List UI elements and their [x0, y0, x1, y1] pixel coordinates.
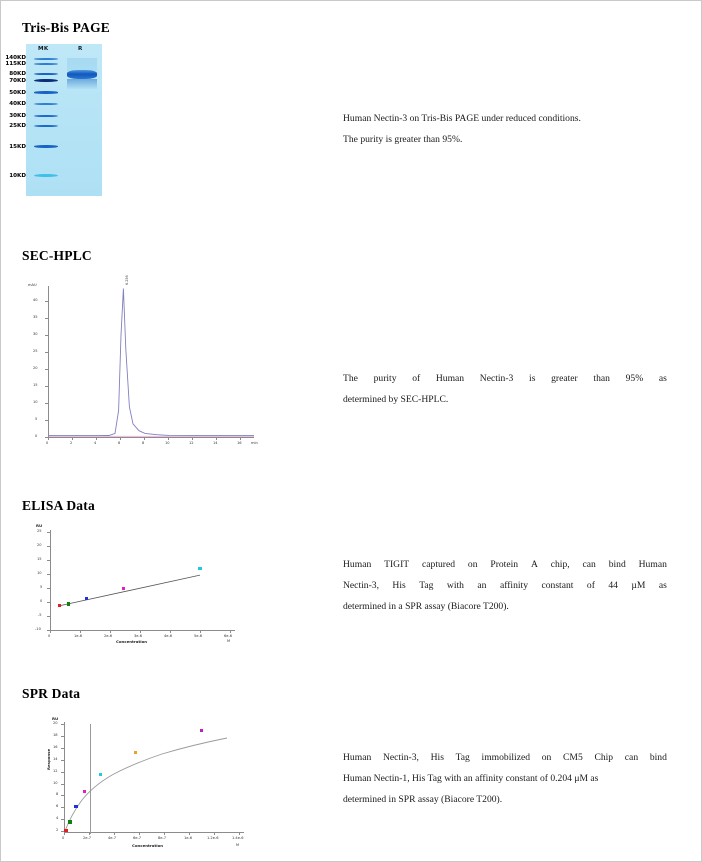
sec-y-ticklabel: 40 [33, 298, 38, 302]
spr-data-point [64, 829, 67, 832]
sec-x-ticklabel: 4 [94, 441, 97, 445]
gel-band-80kd [34, 73, 58, 76]
spr-y-ticklabel: 18 [53, 732, 58, 737]
section-title-sec-hplc: SEC-HPLC [22, 248, 92, 263]
elisa-data-point [67, 602, 70, 605]
description-line: determined in a SPR assay (Biacore T200). [343, 601, 509, 612]
description-line: Human TIGIT captured on Protein A chip, can bind Human [343, 559, 667, 570]
elisa-x-ticklabel: 1e-6 [74, 634, 83, 638]
gel-band-40kd [34, 103, 58, 105]
elisa-x-ticklabel: 5e-6 [194, 634, 203, 638]
sec-x-ticklabel: 10 [165, 441, 170, 445]
section-tris-bis-page [22, 20, 110, 36]
spr-y-ticklabel: 10 [53, 780, 58, 785]
spr-x-ticklabel: 0 [62, 836, 65, 840]
description-line: determined in SPR assay (Biacore T200). [343, 794, 503, 805]
spr-y-ticklabel: 14 [53, 756, 58, 761]
sec-y-ticklabel: 15 [33, 383, 38, 387]
gel-marker-label-40kd: 40KD [9, 101, 26, 107]
elisa-y-ticklabel: -5 [38, 613, 42, 617]
elisa-y-axis-title: RU [36, 523, 43, 528]
spr-x-axis-title: Concentration [132, 843, 164, 848]
spr-fit-curve [22, 712, 252, 857]
spr-x-ticklabel: 1.2e-6 [207, 836, 219, 840]
elisa-y-ticklabel: 20 [37, 543, 42, 547]
sec-y-ticklabel: 30 [33, 332, 38, 336]
spr-y-axis-title: Response [46, 748, 51, 770]
spr-data-point [83, 790, 86, 793]
elisa-y-ticklabel: 0 [40, 599, 43, 603]
elisa-x-ticklabel: 3e-6 [134, 634, 143, 638]
gel-marker-label-50kd: 50KD [9, 89, 26, 96]
elisa-data-point [198, 567, 201, 570]
gel-band-70kd [34, 79, 58, 83]
sec-x-ticklabel: 8 [142, 441, 145, 445]
gel-band-30kd [34, 115, 58, 117]
gel-marker-label-10kd: 10KD [9, 172, 26, 179]
gel-marker-label-30kd: 30KD [9, 113, 26, 119]
elisa-y-ticklabel: 5 [40, 585, 43, 589]
spr-x-ticklabel: 4e-7 [108, 836, 117, 840]
elisa-data-point [58, 604, 61, 607]
elisa-fit-line [22, 520, 242, 645]
section-elisa-data [22, 498, 95, 514]
gel-band-50kd [34, 91, 58, 94]
gel-marker-label-140kd: 140KD [5, 54, 26, 61]
description-line: Human Nectin-3 on Tris-Bis PAGE under reduced conditions. [343, 113, 581, 124]
sec-x-ticklabel: 6 [118, 441, 121, 445]
gel-marker-label-80kd: 80KD [9, 70, 26, 77]
gel-marker-label-115kd: 115KD [5, 60, 26, 67]
gel-marker-label-25kd: 25KD [9, 123, 26, 129]
sec-hplc-chart [22, 275, 258, 445]
sec-x-ticklabel: 2 [70, 441, 73, 445]
spr-x-ticklabel: 1e-6 [184, 836, 193, 840]
sec-x-ticklabel: 0 [46, 441, 49, 445]
gel-marker-label-70kd: 70KD [9, 78, 26, 84]
elisa-y-ticklabel: 25 [37, 529, 42, 533]
gel-lane-label-mk: MK [38, 46, 49, 52]
elisa-y-ticklabel: 15 [37, 557, 42, 561]
spr-y-ticklabel: 12 [53, 768, 58, 773]
spr-data-point [99, 773, 102, 776]
elisa-y-ticklabel: -10 [35, 627, 41, 631]
sec-y-axis-unit: mAU [28, 283, 37, 287]
elisa-data-point [85, 597, 88, 600]
sec-chromatogram-trace [22, 282, 258, 444]
section-title-tris-bis-page: Tris-Bis PAGE [22, 20, 110, 35]
spr-y-ticklabel: 16 [53, 744, 58, 749]
description-line: Human Nectin-3, His Tag immobilized on CM5 Chip can bind [343, 752, 667, 763]
spr-y-ticklabel: 20 [53, 721, 58, 725]
elisa-x-ticklabel: 4e-6 [164, 634, 173, 638]
spr-data-point [200, 729, 203, 732]
gel-band-25kd [34, 125, 58, 127]
spr-y-ticklabel: 2 [56, 828, 59, 833]
description-line: The purity is greater than 95%. [343, 134, 463, 145]
sec-x-axis-unit: min [251, 441, 258, 445]
description-elisa-data [343, 554, 667, 617]
elisa-x-ticklabel: 2e-6 [104, 634, 113, 638]
spr-y-ticklabel: 6 [56, 804, 59, 809]
elisa-y-ticklabel: 10 [37, 571, 42, 575]
sec-y-ticklabel: 35 [33, 315, 38, 319]
spr-x-axis-unit: M [236, 843, 240, 847]
sec-x-ticklabel: 12 [189, 441, 194, 445]
sec-y-ticklabel: 20 [33, 366, 38, 370]
sec-y-ticklabel: 0 [35, 434, 38, 438]
section-sec-hplc [22, 248, 92, 264]
spr-y-ticklabel: 8 [56, 792, 59, 797]
description-line: Nectin-3, His Tag with an affinity constant of 44 µM as [343, 580, 667, 591]
sec-x-ticklabel: 14 [213, 441, 218, 445]
gel-band-140kd [34, 58, 58, 60]
gel-lane-label-r: R [78, 46, 83, 52]
elisa-x-ticklabel: 6e-6 [224, 634, 233, 638]
spr-data-point [68, 820, 71, 823]
elisa-x-axis-unit: M [227, 639, 231, 643]
description-spr-data [343, 747, 667, 810]
description-line: Human Nectin-1, His Tag with an affinity constant of 0.204 μM as [343, 773, 599, 784]
section-spr-data [22, 686, 80, 702]
description-sec-hplc [343, 368, 667, 410]
gel-sample-band-main [67, 70, 97, 79]
elisa-chart [22, 520, 242, 645]
gel-marker-label-15kd: 15KD [9, 143, 26, 150]
sec-x-ticklabel: 16 [237, 441, 242, 445]
spr-y-axis-unit: RU [52, 716, 59, 721]
spr-x-ticklabel: 2e-7 [83, 836, 92, 840]
description-line: The purity of Human Nectin-3 is greater than 95% as [343, 373, 667, 384]
sec-y-ticklabel: 10 [33, 400, 38, 404]
sec-y-ticklabel: 25 [33, 349, 38, 353]
gel-band-10kd [34, 174, 58, 177]
sec-peak-annotation: 6.256 [125, 275, 129, 285]
spr-x-ticklabel: 8e-7 [158, 836, 167, 840]
gel-sample-smear-bottom [67, 79, 97, 89]
description-tris-bis-page [343, 108, 667, 150]
spr-x-ticklabel: 6e-7 [133, 836, 142, 840]
sds-page-gel-figure [26, 44, 102, 196]
gel-band-115kd [34, 63, 58, 65]
spr-data-point [74, 805, 77, 808]
sec-y-ticklabel: 5 [35, 417, 38, 421]
spr-chart [22, 712, 252, 857]
spr-data-point [134, 751, 137, 754]
elisa-x-axis-title: Concentration [116, 639, 148, 644]
section-title-spr-data: SPR Data [22, 686, 81, 701]
elisa-data-point [122, 587, 125, 590]
gel-band-15kd [34, 145, 58, 148]
spr-x-ticklabel: 1.4e-6 [232, 836, 244, 840]
section-title-elisa-data: ELISA Data [22, 498, 95, 513]
elisa-x-ticklabel: 0 [48, 634, 51, 638]
spr-y-ticklabel: 4 [56, 816, 59, 821]
description-line: determined by SEC-HPLC. [343, 394, 449, 405]
